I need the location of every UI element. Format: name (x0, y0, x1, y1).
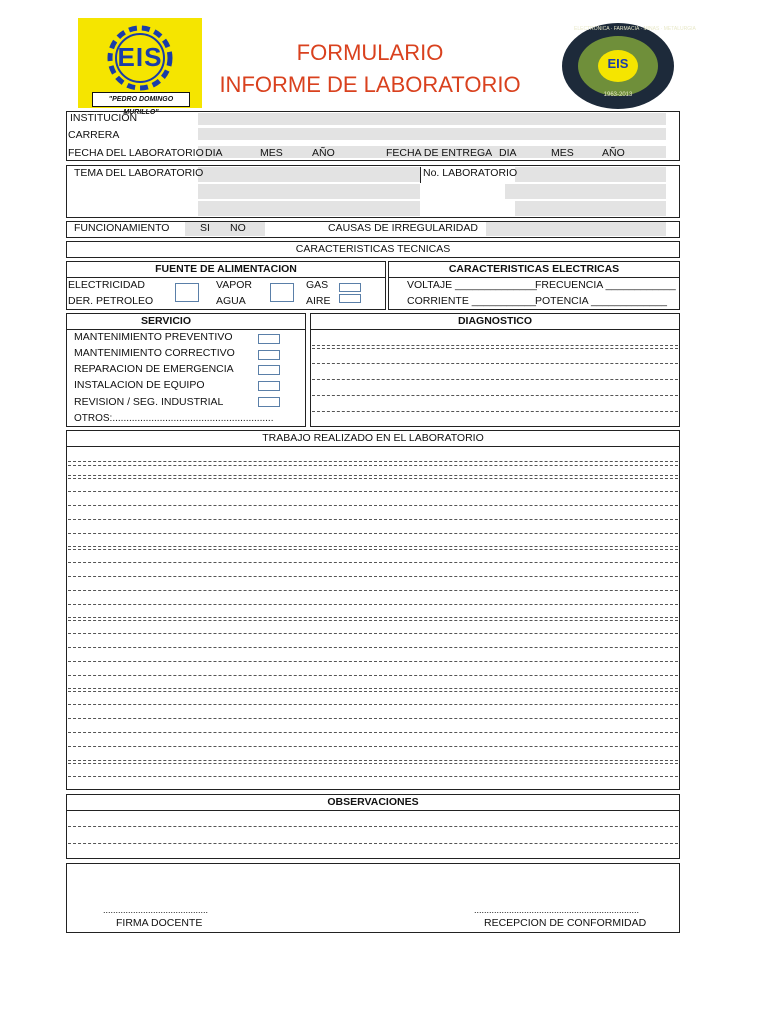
logo-left-letters: EIS (117, 42, 163, 72)
trabajo-line (68, 465, 678, 466)
trabajo-line (68, 763, 678, 764)
trabajo-line (68, 533, 678, 534)
servicio-item: INSTALACION DE EQUIPO (74, 379, 205, 391)
gas-label: GAS (306, 279, 329, 291)
trabajo-line (68, 718, 678, 719)
si-label[interactable]: SI (200, 222, 210, 234)
trabajo-line (68, 505, 678, 506)
dia-label-2: DIA (499, 147, 517, 159)
gas-checkbox[interactable] (339, 283, 361, 292)
potencia-label: POTENCIA _____________ (535, 295, 667, 307)
trabajo-line (68, 519, 678, 520)
logo-right-letters: EIS (607, 56, 629, 71)
electricidad-petroleo-checkbox[interactable] (175, 283, 199, 302)
electricas-header-line (388, 277, 680, 278)
voltaje-label: VOLTAJE ______________ (407, 279, 537, 291)
trabajo-line (68, 620, 678, 621)
logo-left (78, 18, 202, 116)
trabajo-line (68, 704, 678, 705)
fuente-title: FUENTE DE ALIMENTACION (155, 263, 297, 275)
form-subtitle: INFORME DE LABORATORIO (219, 72, 521, 97)
funcionamiento-field[interactable] (185, 222, 265, 236)
frecuencia-label: FRECUENCIA ____________ (535, 279, 676, 291)
servicio-header-line (66, 329, 306, 330)
vapor-agua-checkbox[interactable] (270, 283, 294, 302)
funcionamiento-label: FUNCIONAMIENTO (74, 222, 170, 234)
trabajo-line (68, 760, 678, 761)
tema-field-2b[interactable] (505, 184, 666, 199)
der-petroleo-label: DER. PETROLEO (68, 295, 154, 307)
fecha-laboratorio-label: FECHA DEL LABORATORIO (68, 147, 204, 159)
logo-right-ring-text: ELECTRONICA · FARMACIA · MINAS · METALURGIA (574, 26, 696, 32)
anio-label-1: AÑO (312, 147, 335, 159)
no-laboratorio-label: No. LABORATORIO (423, 167, 518, 179)
causas-field[interactable] (486, 222, 666, 236)
tema-divider (420, 167, 421, 183)
observaciones-line (68, 826, 678, 827)
recepcion-label: RECEPCION DE CONFORMIDAD (484, 917, 647, 929)
institucion-field[interactable] (198, 113, 666, 125)
causas-label: CAUSAS DE IRREGULARIDAD (328, 222, 478, 234)
servicio-checkbox[interactable] (258, 334, 280, 344)
trabajo-line (68, 647, 678, 648)
logo-right (560, 22, 696, 110)
diagnostico-header-line (310, 329, 680, 330)
diagnostico-line (312, 379, 678, 380)
servicio-item: MANTENIMIENTO PREVENTIVO (74, 331, 233, 343)
diagnostico-title: DIAGNOSTICO (457, 315, 533, 327)
diagnostico-line (312, 395, 678, 396)
carrera-label: CARRERA (68, 129, 120, 141)
mes-label-2: MES (551, 147, 574, 159)
servicio-checkbox[interactable] (258, 381, 280, 391)
trabajo-line (68, 746, 678, 747)
form-title: FORMULARIO (296, 40, 444, 65)
trabajo-line (68, 562, 678, 563)
servicio-item: REVISION / SEG. INDUSTRIAL (74, 396, 224, 408)
carrera-field[interactable] (198, 128, 666, 140)
tema-field-3b[interactable] (515, 201, 666, 216)
institucion-label: INSTITUCIÓN (70, 112, 138, 124)
aire-label: AIRE (306, 295, 331, 307)
observaciones-title: OBSERVACIONES (327, 796, 419, 808)
trabajo-line (68, 688, 678, 689)
logo-right-years: 1963-2013 (603, 92, 633, 98)
trabajo-line (68, 491, 678, 492)
no-label[interactable]: NO (230, 222, 246, 234)
trabajo-line (68, 475, 678, 476)
trabajo-line (68, 461, 678, 462)
trabajo-line (68, 675, 678, 676)
vapor-label: VAPOR (216, 279, 252, 291)
dia-label-1: DIA (205, 147, 223, 159)
electricas-title: CARACTERISTICAS ELECTRICAS (448, 263, 620, 275)
servicio-checkbox[interactable] (258, 350, 280, 360)
tema-field-2[interactable] (198, 184, 420, 199)
trabajo-line (68, 549, 678, 550)
logo-left-caption: "PEDRO DOMINGO MURILLO" (92, 92, 190, 107)
diagnostico-line (312, 363, 678, 364)
trabajo-line (68, 691, 678, 692)
trabajo-line (68, 546, 678, 547)
trabajo-line (68, 732, 678, 733)
trabajo-line (68, 478, 678, 479)
firma-docente-label: FIRMA DOCENTE (116, 917, 203, 929)
tema-label: TEMA DEL LABORATORIO (74, 167, 204, 179)
aire-checkbox[interactable] (339, 294, 361, 303)
anio-label-2: AÑO (602, 147, 625, 159)
trabajo-line (68, 604, 678, 605)
trabajo-line (68, 576, 678, 577)
diagnostico-line (312, 411, 678, 412)
servicio-title: SERVICIO (141, 315, 191, 327)
otros-label: OTROS:.......................................................... (74, 413, 274, 424)
trabajo-header-line (66, 446, 680, 447)
no-laboratorio-field[interactable] (515, 167, 666, 182)
trabajo-line (68, 776, 678, 777)
trabajo-line (68, 590, 678, 591)
tema-field-3[interactable] (198, 201, 420, 216)
servicio-item: REPARACION DE EMERGENCIA (74, 363, 234, 375)
diagnostico-line (312, 348, 678, 349)
diagnostico-box (310, 313, 680, 427)
diagnostico-line (312, 345, 678, 346)
trabajo-title: TRABAJO REALIZADO EN EL LABORATORIO (262, 432, 484, 444)
firma-docente-dots: .......................................... (103, 905, 209, 915)
electricidad-label: ELECTRICIDAD (68, 279, 146, 291)
tema-field-1[interactable] (198, 167, 420, 182)
caracteristicas-tecnicas-title: CARACTERISTICAS TECNICAS (295, 243, 451, 255)
mes-label-1: MES (260, 147, 283, 159)
observaciones-line (68, 843, 678, 844)
trabajo-box (66, 430, 680, 790)
observaciones-header-line (66, 810, 680, 811)
servicio-checkbox[interactable] (258, 365, 280, 375)
trabajo-line (68, 661, 678, 662)
fuente-header-line (66, 277, 386, 278)
agua-label: AGUA (216, 295, 246, 307)
servicio-checkbox[interactable] (258, 397, 280, 407)
fecha-entrega-label: FECHA DE ENTREGA (386, 147, 493, 159)
recepcion-dots: .................................................................. (474, 905, 640, 915)
corriente-label: CORRIENTE ___________ (407, 295, 536, 307)
trabajo-line (68, 633, 678, 634)
servicio-item: MANTENIMIENTO CORRECTIVO (74, 347, 235, 359)
trabajo-line (68, 617, 678, 618)
